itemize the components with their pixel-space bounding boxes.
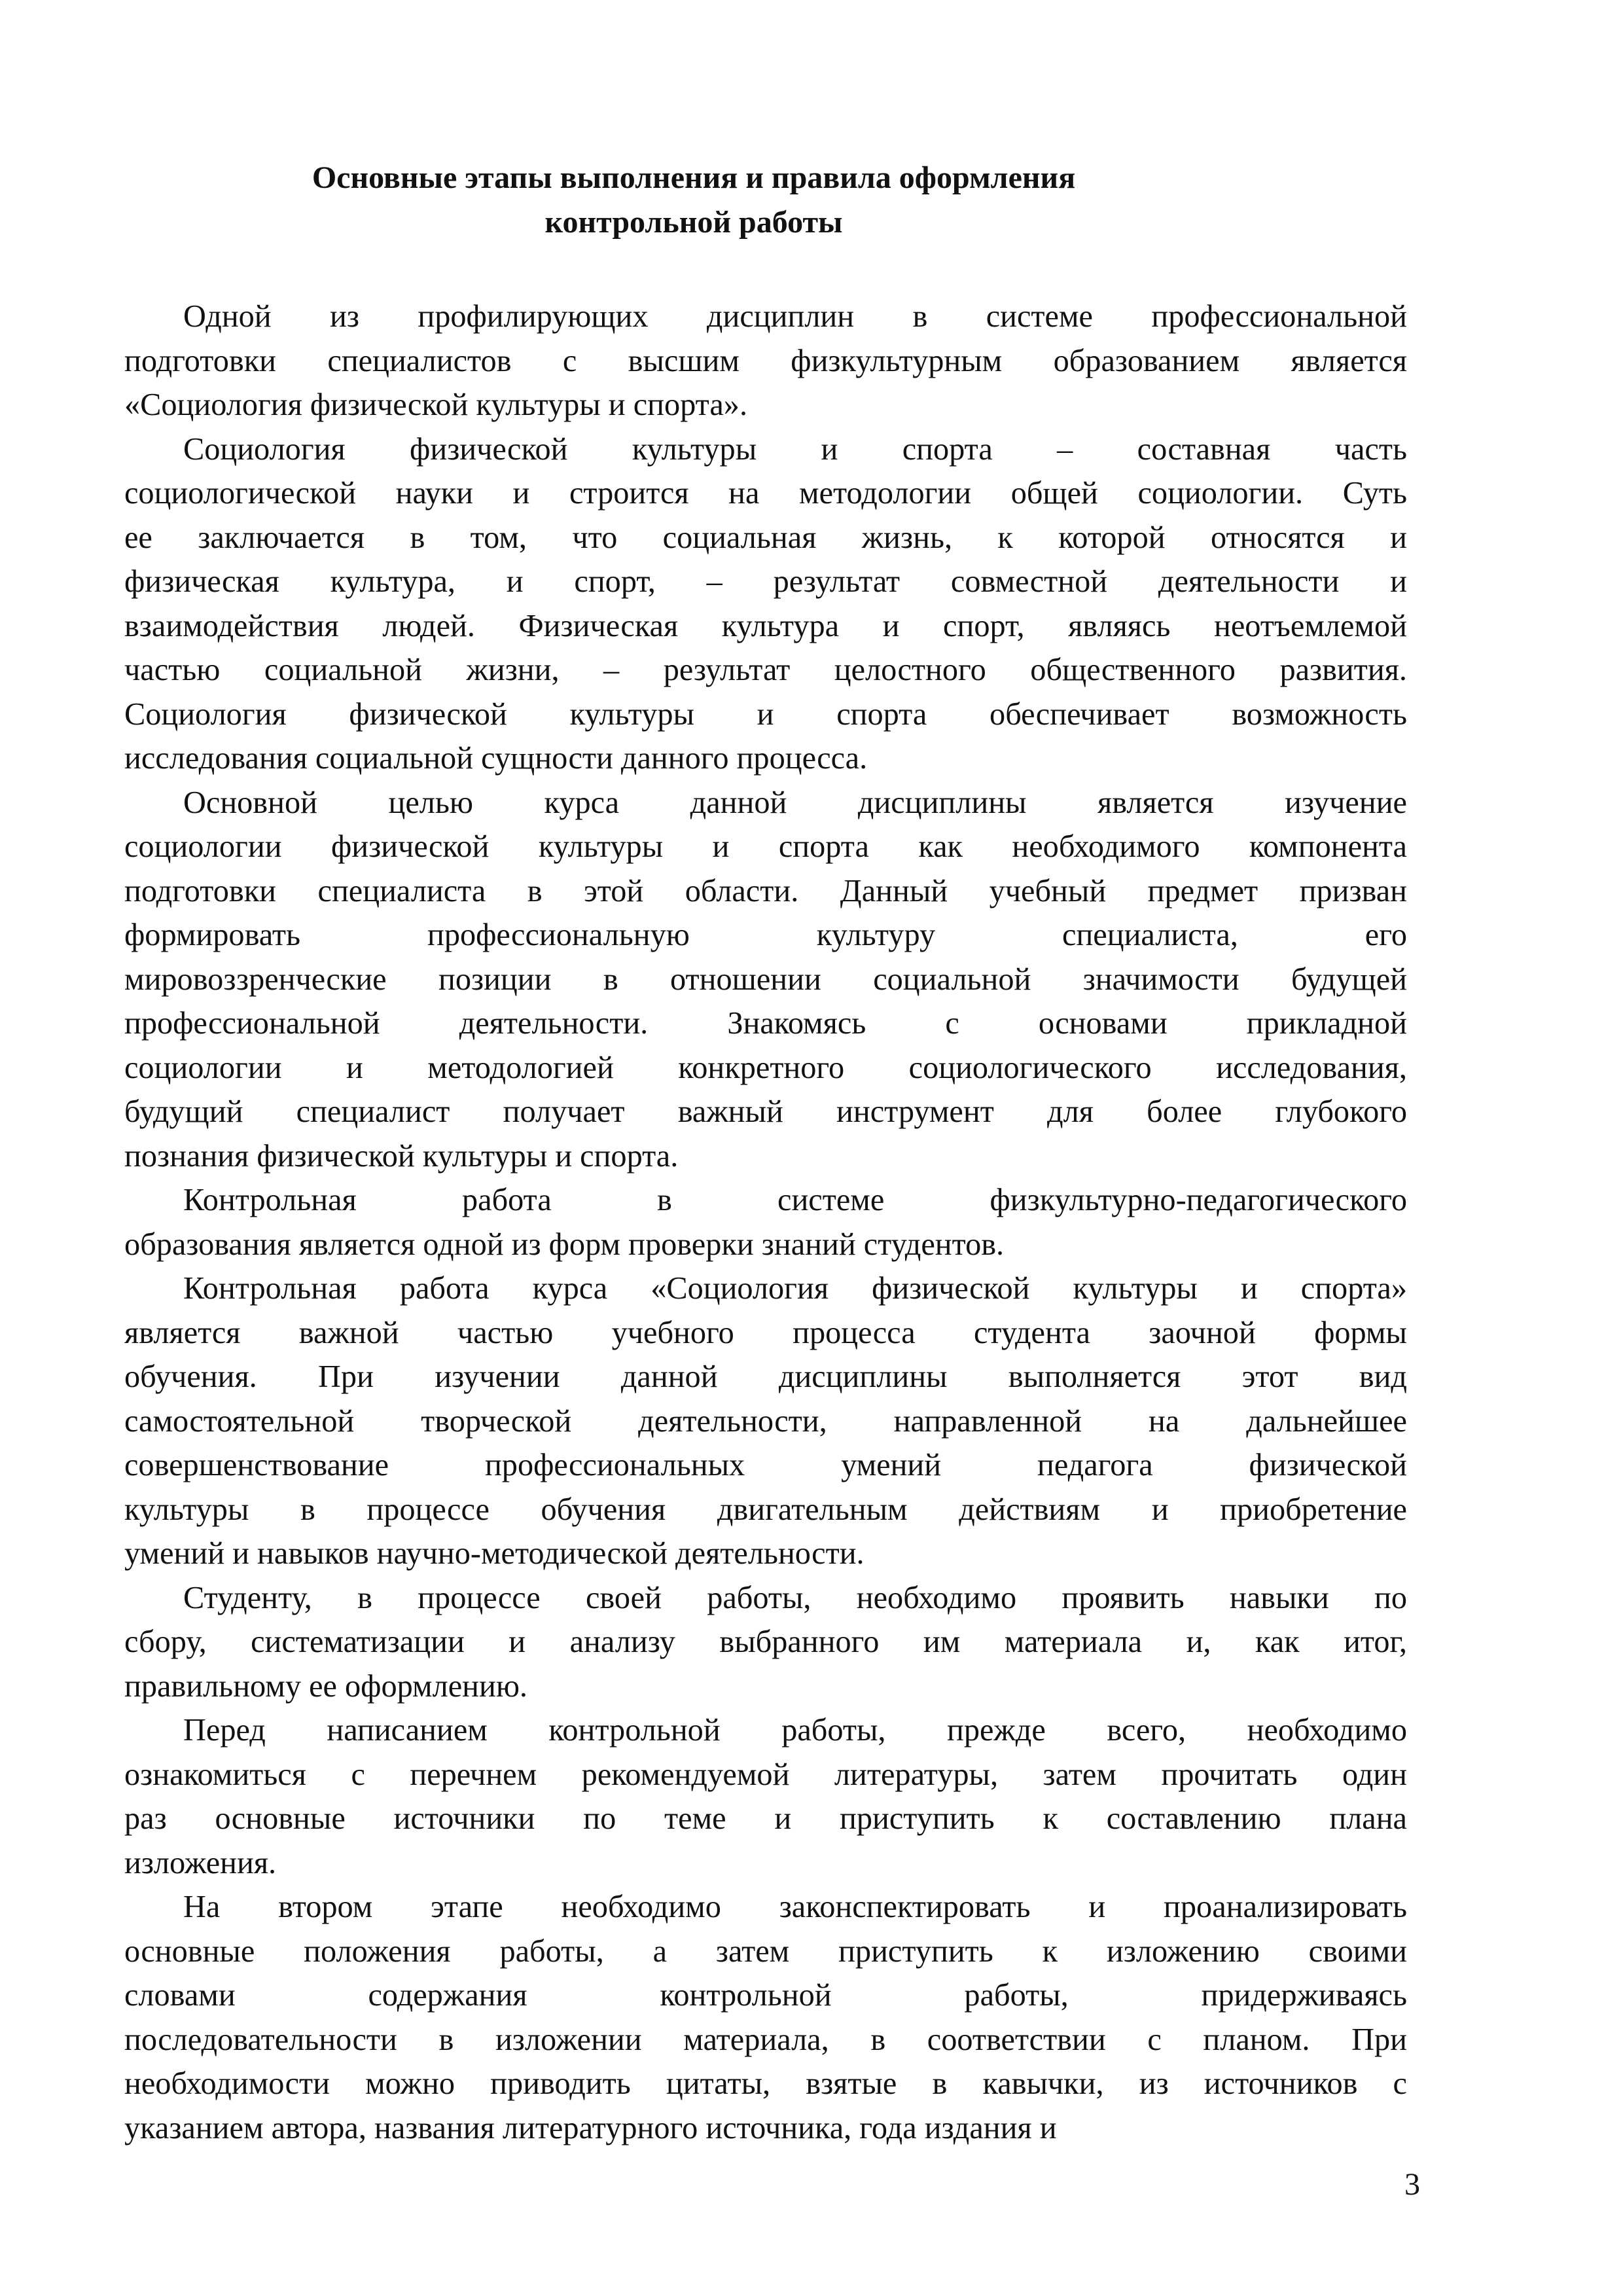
paragraph-line: образования является одной из форм проверки знаний студентов. [124, 1227, 1005, 1262]
paragraph-line: словами содержания контрольной работы, придерживаясь [124, 1978, 1407, 2013]
paragraph-line: Контрольная работа курса «Социология физической культуры и спорта» [183, 1271, 1407, 1306]
paragraph-line: является важной частью учебного процесса студента заочной формы [124, 1315, 1407, 1350]
paragraph [124, 1708, 1407, 1885]
paragraph-line: Перед написанием контрольной работы, прежде всего, необходимо [183, 1713, 1407, 1748]
heading-line-1: Основные этапы выполнения и правила оформления [312, 160, 1076, 195]
paragraph-line: подготовки специалиста в этой области. Данный учебный предмет призван [124, 873, 1407, 908]
paragraph-line: подготовки специалистов с высшим физкультурным образованием является [124, 343, 1407, 378]
paragraph-line: социологической науки и строится на методологии общей социологии. Суть [124, 476, 1407, 511]
paragraph-line: профессиональной деятельности. Знакомясь с основами прикладной [124, 1006, 1407, 1041]
paragraph-line: культуры в процессе обучения двигательным действиям и приобретение [124, 1492, 1407, 1527]
paragraph-line: ознакомиться с перечнем рекомендуемой литературы, затем прочитать один [124, 1757, 1407, 1792]
paragraph-line: правильному ее оформлению. [124, 1668, 527, 1704]
paragraph-line: основные положения работы, а затем приступить к изложению своими [124, 1933, 1407, 1969]
paragraph-line: исследования социальной сущности данного процесса. [124, 741, 868, 776]
paragraph-line: физическая культура, и спорт, – результат совместной деятельности и [124, 564, 1407, 599]
heading-line-2: контрольной работы [544, 205, 843, 240]
paragraph-line: обучения. При изучении данной дисциплины выполняется этот вид [124, 1359, 1407, 1394]
paragraph-line: сбору, систематизации и анализу выбранного им материала и, как итог, [124, 1624, 1407, 1659]
paragraph-line: Студенту, в процессе своей работы, необходимо проявить навыки по [183, 1580, 1407, 1615]
paragraph [124, 1266, 1407, 1576]
paragraph-line: совершенствование профессиональных умений педагога физической [124, 1448, 1407, 1482]
paragraph [124, 1885, 1407, 2150]
paragraph-line: будущий специалист получает важный инструмент для более глубокого [124, 1094, 1407, 1129]
paragraph-line: социологии и методологией конкретного социологического исследования, [124, 1050, 1407, 1085]
paragraph-line: раз основные источники по теме и приступить к составлению плана [124, 1801, 1407, 1836]
paragraph-line: формировать профессиональную культуру специалиста, его [124, 918, 1407, 952]
paragraph-line: последовательности в изложении материала, в соответствии с планом. При [124, 2022, 1407, 2057]
paragraph-line: Социология физической культуры и спорта обеспечивает возможность [124, 696, 1407, 732]
paragraph-line: социологии физической культуры и спорта как необходимого компонента [124, 829, 1407, 864]
paragraph-line: мировоззренческие позиции в отношении социальной значимости будущей [124, 961, 1407, 997]
paragraph [124, 781, 1407, 1179]
paragraph-line: взаимодействия людей. Физическая культура и спорт, являясь неотъемлемой [124, 608, 1407, 643]
paragraph-line: частью социальной жизни, – результат целостного общественного развития. [124, 653, 1407, 687]
paragraph [124, 1576, 1407, 1709]
paragraph [124, 295, 1407, 427]
paragraph-line: Контрольная работа в системе физкультурно-педагогического [183, 1183, 1407, 1217]
paragraph [124, 1178, 1407, 1266]
paragraph-line: познания физической культуры и спорта. [124, 1138, 679, 1174]
paragraph-line: необходимости можно приводить цитаты, взятые в кавычки, из источников с [124, 2066, 1407, 2101]
section-heading [124, 156, 1263, 245]
body-text [124, 295, 1407, 2150]
paragraph-line: ее заключается в том, что социальная жизнь, к которой относятся и [124, 520, 1407, 555]
paragraph-line: умений и навыков научно-методической деятельности. [124, 1536, 865, 1571]
paragraph-line: На втором этапе необходимо законспектировать и проанализировать [183, 1890, 1407, 1924]
paragraph-line: «Социология физической культуры и спорта». [124, 387, 748, 422]
paragraph-line: самостоятельной творческой деятельности, направленной на дальнейшее [124, 1403, 1407, 1439]
paragraph-line: Социология физической культуры и спорта – составная часть [183, 431, 1407, 467]
paragraph [124, 427, 1407, 781]
paragraph-line: указанием автора, названия литературного источника, года издания и [124, 2110, 1057, 2145]
paragraph-line: Одной из профилирующих дисциплин в системе профессиональной [183, 299, 1407, 334]
paragraph-line: изложения. [124, 1845, 277, 1880]
paragraph-line: Основной целью курса данной дисциплины является изучение [183, 785, 1407, 820]
page-number: 3 [1404, 2167, 1420, 2202]
